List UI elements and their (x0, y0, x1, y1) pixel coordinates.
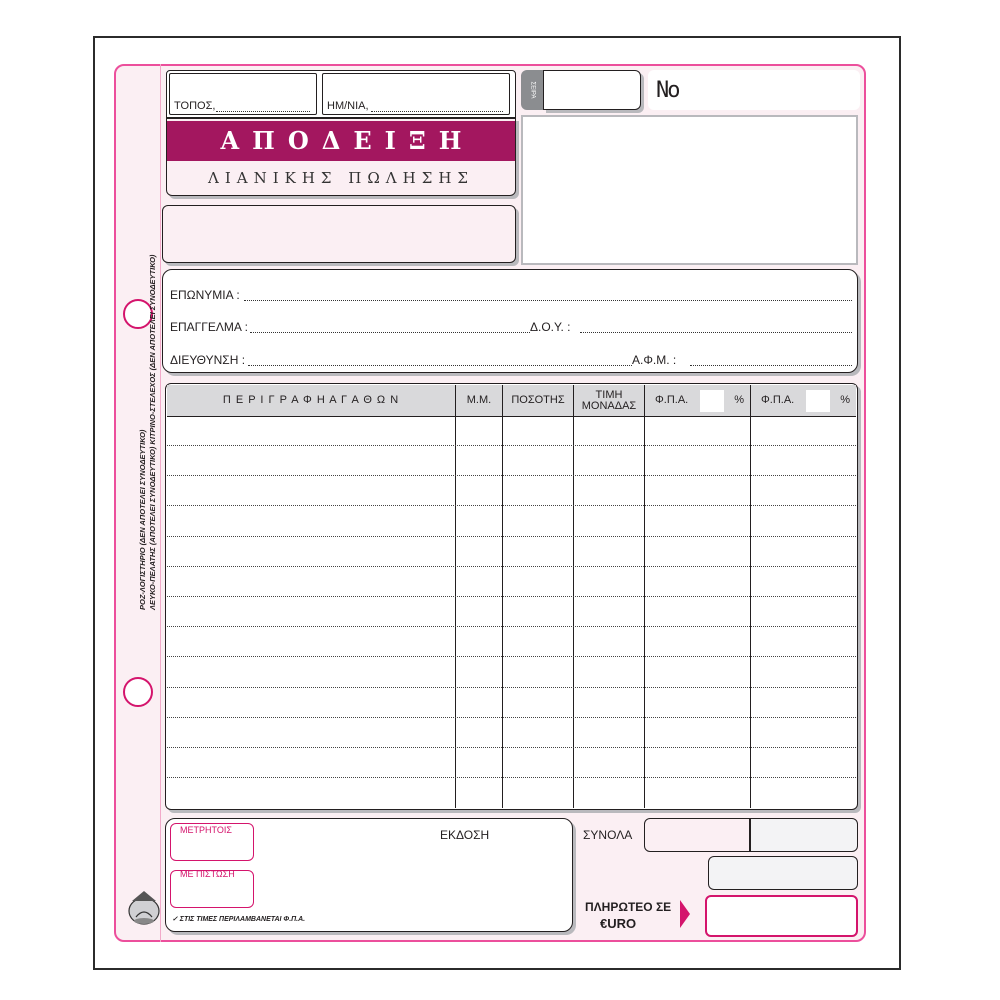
table-row[interactable] (167, 687, 856, 688)
col-unit-header: Μ.Μ. (456, 385, 502, 417)
vat-included-note: ✓ ΣΤΙΣ ΤΙΜΕΣ ΠΕΡΙΛΑΜΒΑΝΕΤΑΙ Φ.Π.Α. (172, 916, 306, 923)
total-vat1-field[interactable] (644, 818, 750, 852)
place-label: ΤΟΠΟΣ, (174, 100, 216, 112)
date-field[interactable] (322, 73, 510, 115)
tax-office-label: Δ.Ο.Υ. : (530, 320, 571, 334)
copies-note-line2: ΛΕΥΚΟ-ΠΕΛΑΤΗΣ (ΑΠΟΤΕΛΕΙ ΣΥΝΟΔΕΥΤΙΚΟ) ΚΙΤΡΙΝΟ-ΣΤΕΛΕΧΟΣ (ΔΕΝ ΑΠΟΤΕΛΕΙ ΣΥΝΟΔΕΥΤΙΚΟ) (148, 254, 157, 610)
table-row[interactable] (167, 505, 856, 506)
issue-label: ΕΚΔΟΣΗ (440, 828, 490, 842)
table-row[interactable] (167, 777, 856, 778)
table-row[interactable] (167, 747, 856, 748)
col-vat2-header (751, 385, 856, 417)
profession-label: ΕΠΑΓΓΕΛΜΑ : (170, 320, 248, 334)
vat1-rate-field[interactable] (700, 390, 724, 412)
totals-label: ΣΥΝΟΛΑ (583, 828, 633, 842)
publisher-logo-icon (126, 887, 162, 929)
address-line[interactable] (248, 365, 632, 366)
total-extra-field[interactable] (708, 856, 858, 890)
payable-arrow-icon (680, 900, 690, 928)
punch-hole-bottom (123, 677, 153, 707)
table-row[interactable] (167, 475, 856, 476)
credit-label: ΜΕ ΠΙΣΤΩΣΗ (180, 869, 235, 879)
number-field[interactable] (648, 70, 860, 110)
table-row[interactable] (167, 626, 856, 627)
table-row[interactable] (167, 596, 856, 597)
customer-name-line[interactable] (244, 300, 852, 301)
total-vat2-field[interactable] (750, 818, 858, 852)
col-unit-price-header (574, 385, 644, 417)
address-label: ΔΙΕΥΘΥΝΣΗ : (170, 353, 246, 367)
table-row[interactable] (167, 566, 856, 567)
table-row[interactable] (167, 656, 856, 657)
place-field[interactable] (169, 73, 317, 115)
col-description-header: Π Ε Ρ Ι Γ Ρ Α Φ Η Α Γ Α Θ Ω Ν (167, 385, 455, 417)
copies-note-line1: ΡΟΖ-ΛΟΓΙΣΤΗΡΙΟ (ΔΕΝ ΑΠΟΤΕΛΕΙ ΣΥΝΟΔΕΥΤΙΚΟ) (138, 429, 147, 610)
issuer-details-box[interactable] (162, 205, 516, 263)
tax-office-line[interactable] (580, 332, 852, 333)
col-quantity-header: ΠΟΣΟΤΗΣ (503, 385, 573, 417)
series-field[interactable] (543, 70, 641, 110)
col-vat1-header (645, 385, 750, 417)
col-vat1-label: Φ.Π.Α. (655, 394, 689, 406)
profession-line[interactable] (250, 332, 530, 333)
col-unit-price-line1: ΤΙΜΗ (595, 388, 623, 401)
date-label: ΗΜ/ΝΙΑ, (327, 100, 369, 112)
customer-name-label: ΕΠΩΝΥΜΙΑ : (170, 288, 240, 302)
currency-label: €URO (600, 916, 637, 931)
vat2-rate-field[interactable] (806, 390, 830, 412)
stamp-area[interactable] (521, 115, 858, 265)
vat2-percent: % (840, 394, 851, 406)
table-row[interactable] (167, 536, 856, 537)
payable-label: ΠΛΗΡΩΤΕΟ ΣΕ (585, 900, 672, 914)
table-row[interactable] (167, 717, 856, 718)
customer-details-box (162, 269, 858, 373)
document-title: ΑΠΟΔΕΙΞΗ (166, 121, 516, 161)
series-label: ΣΕΙΡΑ (529, 81, 535, 99)
series-tab (521, 70, 543, 110)
number-label: No (656, 78, 679, 103)
col-unit-price-line2: ΜΟΝΑΔΑΣ (581, 399, 637, 412)
document-subtitle: ΛΙΑΝΙΚΗΣ ΠΩΛΗΣΗΣ (207, 169, 475, 187)
vat-number-line[interactable] (690, 365, 852, 366)
vat-number-label: Α.Φ.Μ. : (632, 353, 677, 367)
payable-amount-field[interactable] (705, 895, 858, 937)
cash-label: ΜΕΤΡΗΤΟΙΣ (180, 825, 232, 835)
vat1-percent: % (734, 394, 745, 406)
col-vat2-label: Φ.Π.Α. (761, 394, 795, 406)
table-row[interactable] (167, 445, 856, 446)
